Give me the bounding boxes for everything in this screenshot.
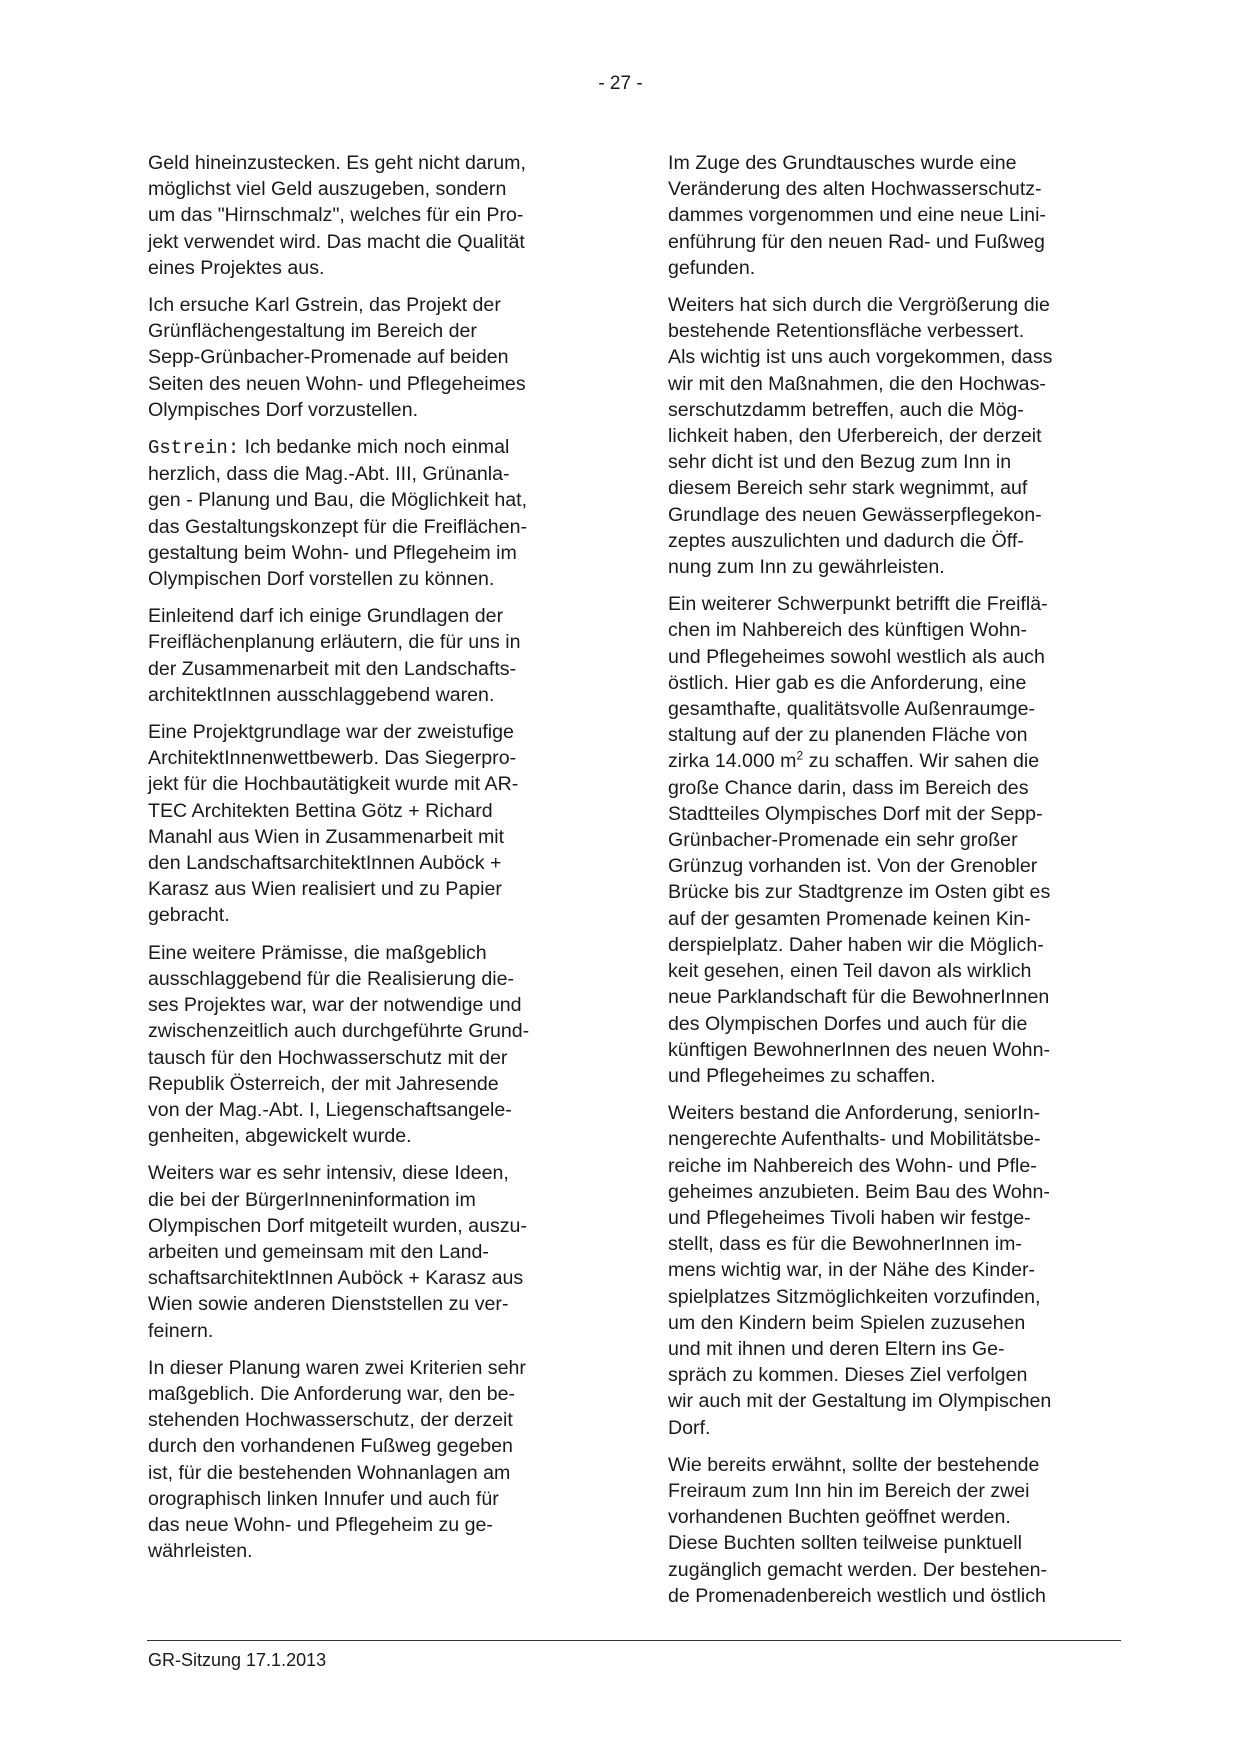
- paragraph-line: Geld hineinzustecken. Es geht nicht darum,: [148, 152, 526, 174]
- paragraph-line: gen - Planung und Bau, die Möglichkeit hat,: [148, 489, 528, 512]
- paragraph-line: ausschlaggebend für die Realisierung die-: [148, 967, 514, 990]
- paragraph-line: Ein weiterer Schwerpunkt betrifft die Freiflä-: [668, 593, 1048, 616]
- paragraph-line: Eine weitere Prämisse, die maßgeblich: [148, 941, 487, 964]
- paragraph-continued: [148, 461, 608, 592]
- paragraph-line: In dieser Planung waren zwei Kriterien sehr: [148, 1356, 526, 1379]
- paragraph-line: nengerechte Aufenthalts- und Mobilitätsbe-: [668, 1128, 1041, 1151]
- paragraph-line: architektInnen ausschlaggebend waren.: [148, 683, 495, 706]
- paragraph: [668, 591, 1128, 1089]
- page-number: - 27 -: [598, 73, 643, 94]
- paragraph-line: derspielplatz. Daher haben wir die Möglich-: [668, 933, 1044, 956]
- area-value: zirka 14.000 m: [668, 750, 797, 773]
- paragraph-line: stellt, dass es für die BewohnerInnen im-: [668, 1233, 1022, 1256]
- area-superscript: 2: [796, 748, 804, 763]
- paragraph-line: Sepp-Grünbacher-Promenade auf beiden: [148, 346, 509, 369]
- paragraph-line: dammes vorgenommen und eine neue Lini-: [668, 204, 1046, 227]
- paragraph: [148, 940, 608, 1150]
- footer-text: GR-Sitzung 17.1.2013: [148, 1650, 327, 1670]
- paragraph-line: Im Zuge des Grundtausches wurde eine: [668, 152, 1017, 174]
- paragraph-line: von der Mag.-Abt. I, Liegenschaftsangele-: [148, 1098, 512, 1121]
- paragraph-line: orographisch linken Innufer und auch für: [148, 1487, 499, 1510]
- paragraph-line: Dorf.: [668, 1416, 711, 1439]
- paragraph-line: ArchitektInnenwettbewerb. Das Siegerpro-: [148, 747, 517, 770]
- paragraph-line: Wien sowie anderen Dienststellen zu ver-: [148, 1293, 509, 1316]
- paragraph-line: geheimes anzubieten. Beim Bau des Wohn-: [668, 1180, 1050, 1203]
- paragraph-line: des Olympischen Dorfes und auch für die: [668, 1012, 1028, 1035]
- paragraph-line: TEC Architekten Bettina Götz + Richard: [148, 799, 493, 822]
- paragraph-line: Diese Buchten sollten teilweise punktuell: [668, 1532, 1022, 1555]
- paragraph-line: neue Parklandschaft für die BewohnerInnen: [668, 986, 1050, 1009]
- paragraph-line: [148, 434, 608, 461]
- paragraph-line: Ich ersuche Karl Gstrein, das Projekt der: [148, 294, 501, 317]
- paragraph-line: Weiters hat sich durch die Vergrößerung die: [668, 294, 1050, 317]
- paragraph-line: Grundlage des neuen Gewässerpflegekon-: [668, 503, 1042, 526]
- paragraph-line: chen im Nahbereich des künftigen Wohn-: [668, 619, 1028, 642]
- paragraph-line: um den Kindern beim Spielen zuzusehen: [668, 1311, 1026, 1334]
- paragraph: [668, 292, 1128, 580]
- paragraph-part: [668, 591, 1128, 748]
- paragraph-line: de Promenadenbereich westlich und östlich: [668, 1584, 1046, 1607]
- paragraph-line: schaftsarchitektInnen Auböck + Karasz aus: [148, 1267, 524, 1290]
- paragraph-line: ist, für die bestehenden Wohnanlagen am: [148, 1461, 511, 1484]
- paragraph-line: vorhandenen Buchten geöffnet werden.: [668, 1506, 1011, 1529]
- paragraph-line: möglichst viel Geld auszugeben, sondern: [148, 178, 507, 201]
- paragraph-line: Stadtteiles Olympisches Dorf mit der Sepp-: [668, 802, 1043, 825]
- paragraph-line: um das "Hirnschmalz", welches für ein Pro-: [148, 204, 524, 227]
- paragraph: [668, 1100, 1128, 1441]
- paragraph: [148, 150, 608, 281]
- paragraph-line: sehr dicht ist und den Bezug zum Inn in: [668, 451, 1012, 474]
- paragraph-part: [668, 775, 1128, 1089]
- paragraph-line: nung zum Inn zu gewährleisten.: [668, 556, 945, 579]
- right-column: [668, 150, 1128, 1620]
- left-column: [148, 150, 608, 1575]
- paragraph-line: serschutzdamm betreffen, auch die Mög-: [668, 398, 1024, 421]
- paragraph-line: auf der gesamten Promenade keinen Kin-: [668, 907, 1031, 930]
- paragraph-line: jekt verwendet wird. Das macht die Qualität: [148, 230, 525, 253]
- paragraph-line: keit gesehen, einen Teil davon als wirklich: [668, 960, 1032, 983]
- paragraph-line: das neue Wohn- und Pflegeheim zu ge-: [148, 1513, 493, 1536]
- paragraph-line: maßgeblich. Die Anforderung war, den be-: [148, 1382, 516, 1405]
- paragraph-line: bestehende Retentionsfläche verbessert.: [668, 320, 1025, 343]
- paragraph-line: tausch für den Hochwasserschutz mit der: [148, 1046, 508, 1069]
- paragraph-line: Freiraum zum Inn hin im Bereich der zwei: [668, 1479, 1030, 1502]
- speaker-line-text: Ich bedanke mich noch einmal: [239, 436, 510, 459]
- paragraph-line: reiche im Nahbereich des Wohn- und Pfle-: [668, 1154, 1037, 1177]
- paragraph-line: Manahl aus Wien in Zusammenarbeit mit: [148, 825, 505, 848]
- paragraph-line: und Pflegeheimes Tivoli haben wir festge-: [668, 1206, 1031, 1229]
- paragraph-line: währleisten.: [148, 1540, 253, 1563]
- paragraph-line: Einleitend darf ich einige Grundlagen der: [148, 605, 504, 628]
- paragraph-line: den LandschaftsarchitektInnen Auböck +: [148, 852, 502, 875]
- paragraph-line: gebracht.: [148, 904, 230, 927]
- paragraph-line: künftigen BewohnerInnen des neuen Wohn-: [668, 1038, 1050, 1061]
- paragraph-line: Als wichtig ist uns auch vorgekommen, dass: [668, 346, 1053, 369]
- paragraph-line: enführung für den neuen Rad- und Fußweg: [668, 230, 1045, 253]
- paragraph-line: östlich. Hier gab es die Anforderung, eine: [668, 671, 1027, 694]
- paragraph-line: Grünflächengestaltung im Bereich der: [148, 320, 477, 343]
- paragraph-line: gesamthafte, qualitätsvolle Außenraumge-: [668, 698, 1036, 721]
- paragraph-line: zwischenzeitlich auch durchgeführte Grund-: [148, 1020, 530, 1043]
- paragraph-line: stehenden Hochwasserschutz, der derzeit: [148, 1409, 513, 1432]
- paragraph-line: Olympisches Dorf vorzustellen.: [148, 398, 419, 421]
- paragraph-line: staltung auf der zu planenden Fläche von: [668, 724, 1028, 747]
- paragraph-line: durch den vorhandenen Fußweg gegeben: [148, 1435, 513, 1458]
- paragraph-line: Seiten des neuen Wohn- und Pflegeheimes: [148, 372, 526, 395]
- speaker-name: Gstrein:: [148, 437, 240, 460]
- paragraph-line: jekt für die Hochbautätigkeit wurde mit AR-: [148, 773, 519, 796]
- paragraph-line: ses Projektes war, war der notwendige und: [148, 994, 522, 1017]
- paragraph-line: zugänglich gemacht werden. Der bestehen-: [668, 1558, 1048, 1581]
- paragraph-line: lichkeit haben, den Uferbereich, der derzeit: [668, 425, 1042, 448]
- paragraph: [148, 603, 608, 708]
- paragraph-line: gefunden.: [668, 256, 756, 279]
- paragraph-line: herzlich, dass die Mag.-Abt. III, Grünanla-: [148, 463, 510, 486]
- paragraph-line: eines Projektes aus.: [148, 256, 325, 279]
- speaker-paragraph: [148, 434, 608, 592]
- paragraph-line: und Pflegeheimes zu schaffen.: [668, 1064, 936, 1087]
- paragraph-line: arbeiten und gemeinsam mit den Land-: [148, 1240, 489, 1263]
- paragraph-line: große Chance darin, dass im Bereich des: [668, 776, 1029, 799]
- paragraph-line: Olympischen Dorf vorstellen zu können.: [148, 568, 495, 591]
- paragraph-line: wir auch mit der Gestaltung im Olympischen: [668, 1390, 1052, 1413]
- footer-divider: [147, 1640, 1121, 1641]
- paragraph-line: spräch zu kommen. Dieses Ziel verfolgen: [668, 1364, 1028, 1387]
- paragraph-line: Veränderung des alten Hochwasserschutz-: [668, 178, 1042, 201]
- paragraph: [148, 719, 608, 929]
- paragraph-line: die bei der BürgerInneninformation im: [148, 1188, 476, 1211]
- paragraph-line: und Pflegeheimes sowohl westlich als auch: [668, 645, 1045, 668]
- paragraph: [148, 1355, 608, 1565]
- paragraph-line: Grünbacher-Promenade ein sehr großer: [668, 829, 1018, 852]
- paragraph-line: wir mit den Maßnahmen, die den Hochwas-: [668, 372, 1046, 395]
- paragraph-line: Grünzug vorhanden ist. Von der Grenobler: [668, 855, 1038, 878]
- paragraph: [668, 150, 1128, 281]
- paragraph-line: spielplatzes Sitzmöglichkeiten vorzufinden,: [668, 1285, 1041, 1308]
- area-line: [668, 748, 1128, 774]
- paragraph-line: genheiten, abgewickelt wurde.: [148, 1125, 412, 1148]
- paragraph-line: gestaltung beim Wohn- und Pflegeheim im: [148, 541, 517, 564]
- paragraph-line: Eine Projektgrundlage war der zweistufige: [148, 721, 514, 744]
- paragraph-line: Weiters bestand die Anforderung, seniorIn-: [668, 1102, 1041, 1125]
- paragraph-line: diesem Bereich sehr stark wegnimmt, auf: [668, 477, 1028, 500]
- paragraph-line: Weiters war es sehr intensiv, diese Ideen,: [148, 1162, 509, 1185]
- paragraph-line: Wie bereits erwähnt, sollte der bestehende: [668, 1453, 1040, 1476]
- paragraph-line: Brücke bis zur Stadtgrenze im Osten gibt es: [668, 881, 1051, 904]
- paragraph-line: Olympischen Dorf mitgeteilt wurden, auszu-: [148, 1214, 527, 1237]
- paragraph: [148, 292, 608, 423]
- paragraph-line: feinern.: [148, 1319, 214, 1342]
- paragraph-line: mens wichtig war, in der Nähe des Kinder-: [668, 1259, 1036, 1282]
- paragraph: [148, 1160, 608, 1343]
- paragraph-line: Freiflächenplanung erläutern, die für uns in: [148, 631, 521, 654]
- paragraph: [668, 1452, 1128, 1609]
- paragraph-line: Republik Österreich, der mit Jahresende: [148, 1072, 499, 1095]
- paragraph-line: zeptes auszulichten und dadurch die Öff-: [668, 529, 1024, 552]
- paragraph-line: der Zusammenarbeit mit den Landschafts-: [148, 657, 517, 680]
- paragraph-line: Karasz aus Wien realisiert und zu Papier: [148, 878, 502, 901]
- paragraph-line: und mit ihnen und deren Eltern ins Ge-: [668, 1337, 1005, 1360]
- area-line-rest: zu schaffen. Wir sahen die: [803, 750, 1040, 773]
- paragraph-line: das Gestaltungskonzept für die Freiflächen-: [148, 515, 528, 538]
